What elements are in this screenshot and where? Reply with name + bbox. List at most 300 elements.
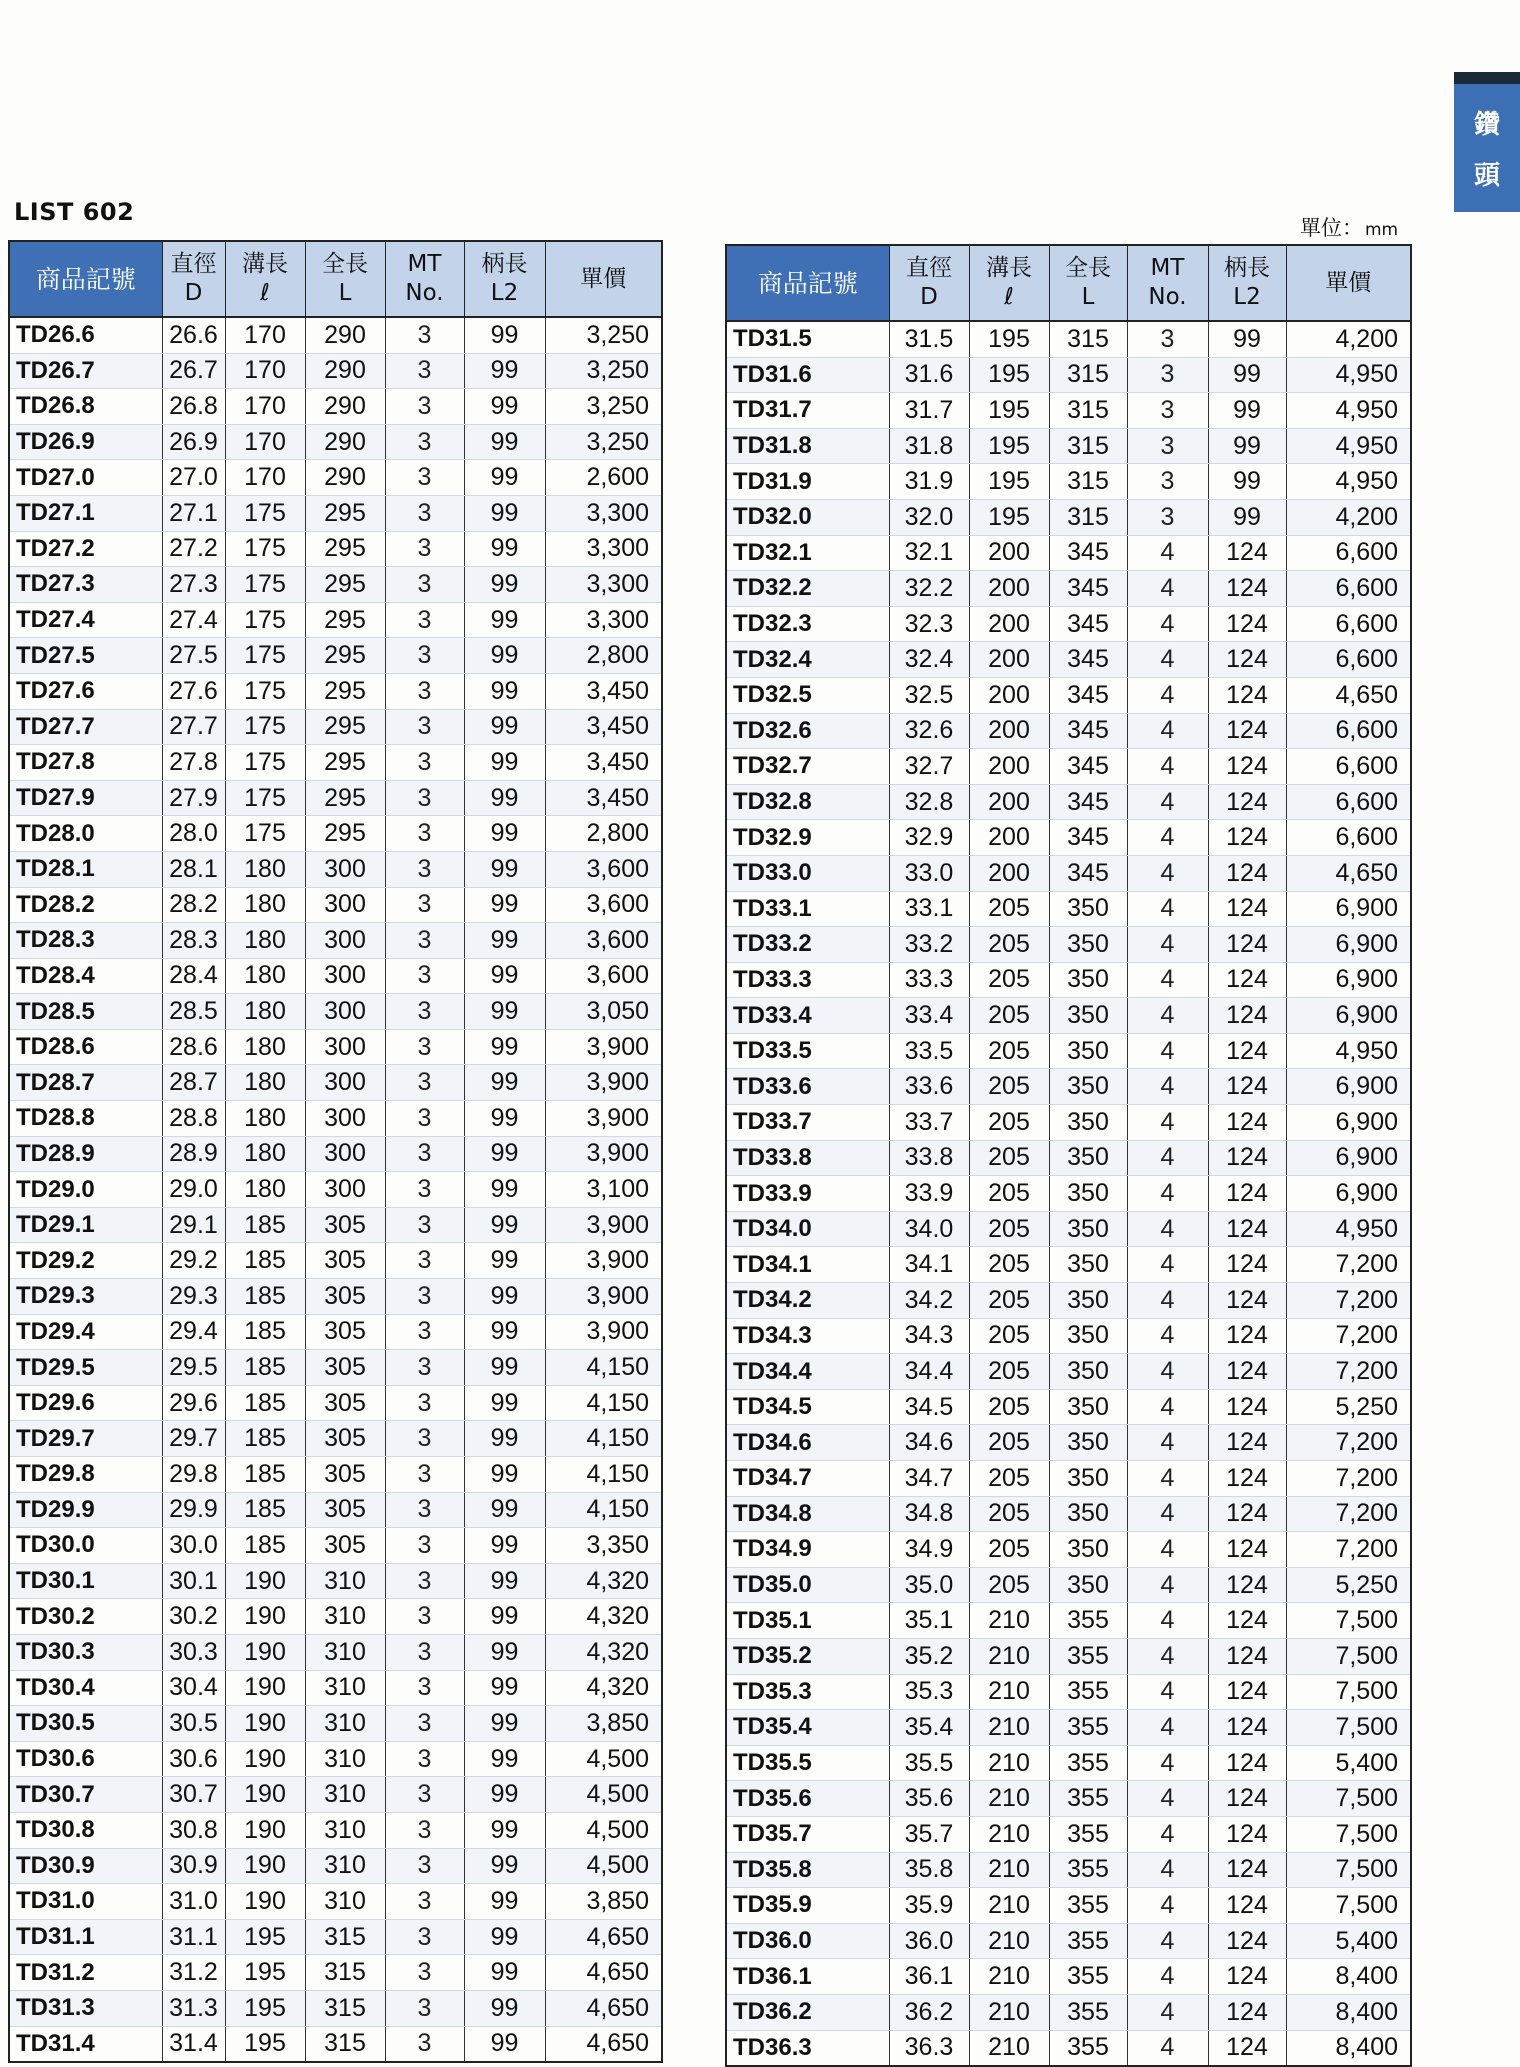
- cell-unit-price: 4,320: [545, 1599, 662, 1635]
- cell-diameter: 27.3: [162, 567, 225, 603]
- cell-mt-no: 3: [385, 1741, 464, 1777]
- cell-overall-length: 300: [305, 1172, 385, 1208]
- cell-shank-length: 99: [464, 638, 545, 674]
- cell-diameter: 31.1: [162, 1919, 225, 1955]
- cell-product-code: TD30.6: [9, 1741, 162, 1777]
- table-row: [726, 535, 1411, 571]
- cell-diameter: 36.3: [889, 2030, 969, 2066]
- cell-diameter: 30.0: [162, 1528, 225, 1564]
- cell-overall-length: 350: [1049, 1389, 1127, 1425]
- table-row: [9, 1136, 662, 1172]
- cell-mt-no: 4: [1127, 606, 1208, 642]
- cell-product-code: TD27.1: [9, 495, 162, 531]
- cell-unit-price: 6,600: [1286, 749, 1411, 785]
- cell-mt-no: 3: [385, 1706, 464, 1742]
- cell-flute-length: 175: [225, 745, 305, 781]
- cell-mt-no: 3: [385, 1314, 464, 1350]
- cell-shank-length: 124: [1208, 1033, 1286, 1069]
- table-row: [726, 1816, 1411, 1852]
- cell-shank-length: 124: [1208, 1781, 1286, 1817]
- cell-mt-no: 3: [1127, 393, 1208, 429]
- cell-overall-length: 315: [305, 1919, 385, 1955]
- cell-shank-length: 99: [464, 1919, 545, 1955]
- column-header-diameter: [889, 245, 969, 321]
- cell-product-code: TD32.6: [726, 713, 889, 749]
- category-tab: [1454, 72, 1520, 212]
- cell-diameter: 27.9: [162, 780, 225, 816]
- cell-product-code: TD28.7: [9, 1065, 162, 1101]
- cell-product-code: TD31.0: [9, 1884, 162, 1920]
- cell-shank-length: 99: [464, 531, 545, 567]
- table-row: [726, 749, 1411, 785]
- cell-shank-length: 124: [1208, 1745, 1286, 1781]
- cell-product-code: TD28.6: [9, 1029, 162, 1065]
- cell-mt-no: 3: [385, 567, 464, 603]
- cell-flute-length: 175: [225, 531, 305, 567]
- column-header-line1: 柄長: [481, 251, 528, 277]
- cell-flute-length: 205: [969, 1389, 1049, 1425]
- cell-overall-length: 295: [305, 816, 385, 852]
- cell-mt-no: 3: [385, 1136, 464, 1172]
- cell-shank-length: 99: [464, 353, 545, 389]
- cell-mt-no: 3: [385, 353, 464, 389]
- cell-product-code: TD31.5: [726, 321, 889, 357]
- cell-diameter: 30.7: [162, 1777, 225, 1813]
- table-row: [9, 1421, 662, 1457]
- cell-flute-length: 200: [969, 535, 1049, 571]
- cell-flute-length: 185: [225, 1457, 305, 1493]
- table-row: [9, 1457, 662, 1493]
- cell-mt-no: 4: [1127, 927, 1208, 963]
- cell-product-code: TD35.1: [726, 1603, 889, 1639]
- cell-product-code: TD33.6: [726, 1069, 889, 1105]
- cell-diameter: 34.0: [889, 1211, 969, 1247]
- cell-shank-length: 99: [464, 1848, 545, 1884]
- cell-unit-price: 3,900: [545, 1279, 662, 1315]
- unit-label: 單位：: [1300, 216, 1363, 240]
- cell-product-code: TD31.1: [9, 1919, 162, 1955]
- cell-flute-length: 180: [225, 958, 305, 994]
- cell-flute-length: 190: [225, 1812, 305, 1848]
- cell-mt-no: 4: [1127, 1105, 1208, 1141]
- cell-shank-length: 99: [464, 1457, 545, 1493]
- cell-mt-no: 3: [385, 816, 464, 852]
- table-row: [9, 1990, 662, 2026]
- cell-shank-length: 99: [464, 958, 545, 994]
- cell-product-code: TD32.9: [726, 820, 889, 856]
- cell-overall-length: 310: [305, 1741, 385, 1777]
- cell-diameter: 30.4: [162, 1670, 225, 1706]
- cell-shank-length: 99: [464, 1314, 545, 1350]
- cell-unit-price: 6,900: [1286, 998, 1411, 1034]
- cell-diameter: 32.6: [889, 713, 969, 749]
- cell-flute-length: 200: [969, 677, 1049, 713]
- table-row: [9, 1919, 662, 1955]
- cell-shank-length: 99: [464, 1101, 545, 1137]
- cell-unit-price: 4,950: [1286, 393, 1411, 429]
- cell-overall-length: 345: [1049, 606, 1127, 642]
- cell-flute-length: 190: [225, 1563, 305, 1599]
- cell-flute-length: 205: [969, 891, 1049, 927]
- cell-unit-price: 7,500: [1286, 1781, 1411, 1817]
- cell-diameter: 34.2: [889, 1283, 969, 1319]
- table-row: [9, 1065, 662, 1101]
- column-header-line2: No.: [405, 280, 444, 306]
- cell-mt-no: 3: [1127, 464, 1208, 500]
- cell-unit-price: 4,650: [1286, 677, 1411, 713]
- cell-diameter: 33.8: [889, 1140, 969, 1176]
- table-row: [9, 531, 662, 567]
- column-header-shank-length: [464, 241, 545, 317]
- cell-unit-price: 3,250: [545, 389, 662, 425]
- cell-shank-length: 99: [464, 1243, 545, 1279]
- cell-product-code: TD30.8: [9, 1812, 162, 1848]
- cell-flute-length: 210: [969, 1781, 1049, 1817]
- cell-flute-length: 210: [969, 1710, 1049, 1746]
- cell-mt-no: 3: [385, 1421, 464, 1457]
- table-row: [726, 1923, 1411, 1959]
- cell-overall-length: 300: [305, 1029, 385, 1065]
- cell-unit-price: 3,900: [545, 1136, 662, 1172]
- cell-overall-length: 300: [305, 923, 385, 959]
- cell-overall-length: 315: [1049, 499, 1127, 535]
- cell-overall-length: 310: [305, 1670, 385, 1706]
- column-header-line1: 全長: [1065, 255, 1111, 281]
- cell-unit-price: 7,200: [1286, 1247, 1411, 1283]
- cell-unit-price: 6,900: [1286, 962, 1411, 998]
- cell-shank-length: 99: [1208, 393, 1286, 429]
- cell-mt-no: 4: [1127, 1816, 1208, 1852]
- cell-overall-length: 315: [1049, 321, 1127, 357]
- cell-product-code: TD35.7: [726, 1816, 889, 1852]
- cell-product-code: TD28.5: [9, 994, 162, 1030]
- cell-product-code: TD35.8: [726, 1852, 889, 1888]
- cell-overall-length: 355: [1049, 1852, 1127, 1888]
- cell-unit-price: 6,900: [1286, 927, 1411, 963]
- table-row: [726, 1567, 1411, 1603]
- cell-shank-length: 99: [464, 1029, 545, 1065]
- cell-mt-no: 4: [1127, 1710, 1208, 1746]
- cell-overall-length: 305: [305, 1457, 385, 1493]
- cell-product-code: TD33.1: [726, 891, 889, 927]
- table-row: [726, 1069, 1411, 1105]
- cell-flute-length: 175: [225, 638, 305, 674]
- cell-shank-length: 124: [1208, 891, 1286, 927]
- cell-shank-length: 99: [464, 1350, 545, 1386]
- cell-overall-length: 310: [305, 1634, 385, 1670]
- cell-flute-length: 205: [969, 962, 1049, 998]
- cell-diameter: 29.7: [162, 1421, 225, 1457]
- cell-unit-price: 6,900: [1286, 1176, 1411, 1212]
- cell-flute-length: 205: [969, 1176, 1049, 1212]
- cell-unit-price: 3,900: [545, 1207, 662, 1243]
- table-row: [9, 389, 662, 425]
- cell-unit-price: 7,500: [1286, 1603, 1411, 1639]
- cell-overall-length: 355: [1049, 1674, 1127, 1710]
- cell-mt-no: 4: [1127, 1069, 1208, 1105]
- cell-overall-length: 315: [305, 2026, 385, 2062]
- cell-product-code: TD31.4: [9, 2026, 162, 2062]
- cell-product-code: TD30.0: [9, 1528, 162, 1564]
- column-header-line1: 全長: [322, 251, 368, 277]
- cell-shank-length: 124: [1208, 535, 1286, 571]
- cell-flute-length: 180: [225, 994, 305, 1030]
- cell-unit-price: 3,300: [545, 495, 662, 531]
- cell-shank-length: 99: [464, 1634, 545, 1670]
- cell-unit-price: 4,650: [545, 1990, 662, 2026]
- table-row: [726, 891, 1411, 927]
- table-row: [726, 428, 1411, 464]
- cell-shank-length: 124: [1208, 1567, 1286, 1603]
- table-row: [726, 927, 1411, 963]
- table-row: [726, 1425, 1411, 1461]
- column-header-line1: 商品記號: [757, 268, 858, 298]
- cell-flute-length: 205: [969, 1283, 1049, 1319]
- table-row: [726, 1033, 1411, 1069]
- column-header-flute-length: [969, 245, 1049, 321]
- cell-diameter: 32.4: [889, 642, 969, 678]
- cell-unit-price: 7,500: [1286, 1638, 1411, 1674]
- cell-diameter: 32.1: [889, 535, 969, 571]
- cell-mt-no: 4: [1127, 1532, 1208, 1568]
- table-row: [726, 1994, 1411, 2030]
- cell-unit-price: 7,500: [1286, 1710, 1411, 1746]
- cell-shank-length: 124: [1208, 1816, 1286, 1852]
- cell-flute-length: 210: [969, 1603, 1049, 1639]
- cell-overall-length: 345: [1049, 784, 1127, 820]
- cell-unit-price: 3,900: [545, 1314, 662, 1350]
- table-row: [726, 1852, 1411, 1888]
- cell-product-code: TD33.3: [726, 962, 889, 998]
- cell-shank-length: 99: [464, 1421, 545, 1457]
- cell-flute-length: 205: [969, 1247, 1049, 1283]
- cell-mt-no: 4: [1127, 1461, 1208, 1497]
- cell-mt-no: 3: [385, 887, 464, 923]
- cell-overall-length: 295: [305, 745, 385, 781]
- cell-product-code: TD35.6: [726, 1781, 889, 1817]
- cell-shank-length: 99: [464, 816, 545, 852]
- cell-unit-price: 3,600: [545, 958, 662, 994]
- cell-product-code: TD34.7: [726, 1461, 889, 1497]
- cell-overall-length: 355: [1049, 2030, 1127, 2066]
- cell-diameter: 28.8: [162, 1101, 225, 1137]
- cell-diameter: 26.9: [162, 424, 225, 460]
- cell-diameter: 35.1: [889, 1603, 969, 1639]
- cell-mt-no: 4: [1127, 571, 1208, 607]
- cell-unit-price: 8,400: [1286, 1994, 1411, 2030]
- cell-product-code: TD30.2: [9, 1599, 162, 1635]
- cell-product-code: TD27.4: [9, 602, 162, 638]
- cell-diameter: 31.7: [889, 393, 969, 429]
- cell-product-code: TD32.1: [726, 535, 889, 571]
- cell-flute-length: 205: [969, 1496, 1049, 1532]
- cell-diameter: 28.4: [162, 958, 225, 994]
- cell-shank-length: 99: [464, 1812, 545, 1848]
- table-row: [726, 642, 1411, 678]
- cell-diameter: 29.0: [162, 1172, 225, 1208]
- table-row: [9, 638, 662, 674]
- cell-flute-length: 205: [969, 1318, 1049, 1354]
- cell-unit-price: 4,500: [545, 1812, 662, 1848]
- cell-product-code: TD35.5: [726, 1745, 889, 1781]
- cell-unit-price: 3,050: [545, 994, 662, 1030]
- cell-shank-length: 99: [464, 1172, 545, 1208]
- cell-shank-length: 99: [464, 1741, 545, 1777]
- cell-mt-no: 3: [385, 958, 464, 994]
- cell-unit-price: 3,250: [545, 424, 662, 460]
- cell-shank-length: 124: [1208, 1105, 1286, 1141]
- cell-diameter: 32.3: [889, 606, 969, 642]
- table-row: [9, 923, 662, 959]
- cell-mt-no: 3: [385, 1955, 464, 1991]
- cell-product-code: TD28.9: [9, 1136, 162, 1172]
- cell-overall-length: 300: [305, 887, 385, 923]
- table-row: [726, 1461, 1411, 1497]
- cell-product-code: TD35.2: [726, 1638, 889, 1674]
- table-row: [9, 1172, 662, 1208]
- cell-overall-length: 290: [305, 353, 385, 389]
- cell-flute-length: 185: [225, 1421, 305, 1457]
- table-row: [9, 887, 662, 923]
- table-row: [726, 1603, 1411, 1639]
- cell-mt-no: 4: [1127, 820, 1208, 856]
- cell-product-code: TD28.3: [9, 923, 162, 959]
- cell-shank-length: 99: [1208, 321, 1286, 357]
- table-row: [9, 1634, 662, 1670]
- cell-overall-length: 300: [305, 1136, 385, 1172]
- cell-overall-length: 350: [1049, 1567, 1127, 1603]
- cell-diameter: 31.3: [162, 1990, 225, 2026]
- cell-shank-length: 124: [1208, 855, 1286, 891]
- cell-unit-price: 3,900: [545, 1029, 662, 1065]
- cell-product-code: TD36.0: [726, 1923, 889, 1959]
- cell-flute-length: 180: [225, 1029, 305, 1065]
- table-row: [9, 1812, 662, 1848]
- cell-flute-length: 200: [969, 749, 1049, 785]
- cell-mt-no: 3: [385, 1777, 464, 1813]
- cell-mt-no: 3: [385, 1350, 464, 1386]
- cell-unit-price: 3,600: [545, 923, 662, 959]
- cell-overall-length: 295: [305, 780, 385, 816]
- column-header-line1: 柄長: [1224, 255, 1270, 281]
- cell-flute-length: 205: [969, 1069, 1049, 1105]
- cell-unit-price: 4,650: [545, 1955, 662, 1991]
- column-header-shank-length: [1208, 245, 1286, 321]
- cell-diameter: 30.8: [162, 1812, 225, 1848]
- cell-flute-length: 170: [225, 353, 305, 389]
- cell-product-code: TD32.5: [726, 677, 889, 713]
- cell-mt-no: 3: [385, 317, 464, 353]
- cell-flute-length: 200: [969, 606, 1049, 642]
- cell-flute-length: 210: [969, 1816, 1049, 1852]
- cell-shank-length: 124: [1208, 927, 1286, 963]
- cell-flute-length: 205: [969, 998, 1049, 1034]
- cell-mt-no: 4: [1127, 1425, 1208, 1461]
- cell-unit-price: 5,400: [1286, 1745, 1411, 1781]
- table-row: [9, 780, 662, 816]
- cell-unit-price: 6,900: [1286, 1140, 1411, 1176]
- cell-shank-length: 99: [464, 1706, 545, 1742]
- cell-overall-length: 345: [1049, 677, 1127, 713]
- cell-mt-no: 3: [385, 602, 464, 638]
- cell-shank-length: 99: [464, 1385, 545, 1421]
- cell-flute-length: 180: [225, 923, 305, 959]
- cell-unit-price: 3,600: [545, 887, 662, 923]
- cell-diameter: 33.2: [889, 927, 969, 963]
- column-header-line1: 商品記號: [35, 264, 136, 294]
- cell-product-code: TD31.2: [9, 1955, 162, 1991]
- cell-overall-length: 305: [305, 1385, 385, 1421]
- cell-unit-price: 4,150: [545, 1457, 662, 1493]
- cell-shank-length: 124: [1208, 1211, 1286, 1247]
- cell-unit-price: 3,300: [545, 567, 662, 603]
- cell-flute-length: 185: [225, 1350, 305, 1386]
- cell-overall-length: 305: [305, 1207, 385, 1243]
- cell-mt-no: 4: [1127, 677, 1208, 713]
- cell-shank-length: 124: [1208, 1389, 1286, 1425]
- cell-unit-price: 3,250: [545, 317, 662, 353]
- cell-overall-length: 290: [305, 317, 385, 353]
- cell-unit-price: 4,150: [545, 1385, 662, 1421]
- table-row: [9, 1314, 662, 1350]
- cell-overall-length: 350: [1049, 1318, 1127, 1354]
- cell-flute-length: 195: [225, 2026, 305, 2062]
- cell-shank-length: 99: [464, 495, 545, 531]
- cell-mt-no: 4: [1127, 855, 1208, 891]
- cell-diameter: 29.8: [162, 1457, 225, 1493]
- cell-shank-length: 99: [464, 1065, 545, 1101]
- cell-unit-price: 7,500: [1286, 1674, 1411, 1710]
- cell-product-code: TD32.0: [726, 499, 889, 535]
- cell-overall-length: 350: [1049, 1425, 1127, 1461]
- cell-diameter: 30.6: [162, 1741, 225, 1777]
- table-row: [726, 820, 1411, 856]
- cell-product-code: TD28.8: [9, 1101, 162, 1137]
- cell-shank-length: 124: [1208, 998, 1286, 1034]
- table-row: [726, 1389, 1411, 1425]
- cell-diameter: 28.7: [162, 1065, 225, 1101]
- cell-flute-length: 195: [969, 499, 1049, 535]
- cell-unit-price: 6,600: [1286, 535, 1411, 571]
- cell-flute-length: 210: [969, 1745, 1049, 1781]
- cell-overall-length: 315: [305, 1990, 385, 2026]
- cell-overall-length: 300: [305, 851, 385, 887]
- cell-overall-length: 305: [305, 1350, 385, 1386]
- cell-mt-no: 3: [385, 424, 464, 460]
- cell-shank-length: 99: [464, 317, 545, 353]
- table-row: [9, 1385, 662, 1421]
- cell-mt-no: 3: [385, 709, 464, 745]
- cell-overall-length: 350: [1049, 1532, 1127, 1568]
- cell-product-code: TD36.3: [726, 2030, 889, 2066]
- cell-product-code: TD35.9: [726, 1888, 889, 1924]
- table-row: [9, 1670, 662, 1706]
- header-row: [726, 245, 1411, 321]
- cell-mt-no: 4: [1127, 1176, 1208, 1212]
- cell-unit-price: 4,150: [545, 1350, 662, 1386]
- cell-diameter: 31.2: [162, 1955, 225, 1991]
- cell-mt-no: 4: [1127, 1567, 1208, 1603]
- cell-shank-length: 124: [1208, 606, 1286, 642]
- table-row: [726, 713, 1411, 749]
- cell-unit-price: 4,950: [1286, 464, 1411, 500]
- cell-shank-length: 99: [464, 745, 545, 781]
- table-row: [726, 1140, 1411, 1176]
- cell-overall-length: 305: [305, 1279, 385, 1315]
- cell-flute-length: 205: [969, 1461, 1049, 1497]
- cell-product-code: TD29.2: [9, 1243, 162, 1279]
- cell-diameter: 34.6: [889, 1425, 969, 1461]
